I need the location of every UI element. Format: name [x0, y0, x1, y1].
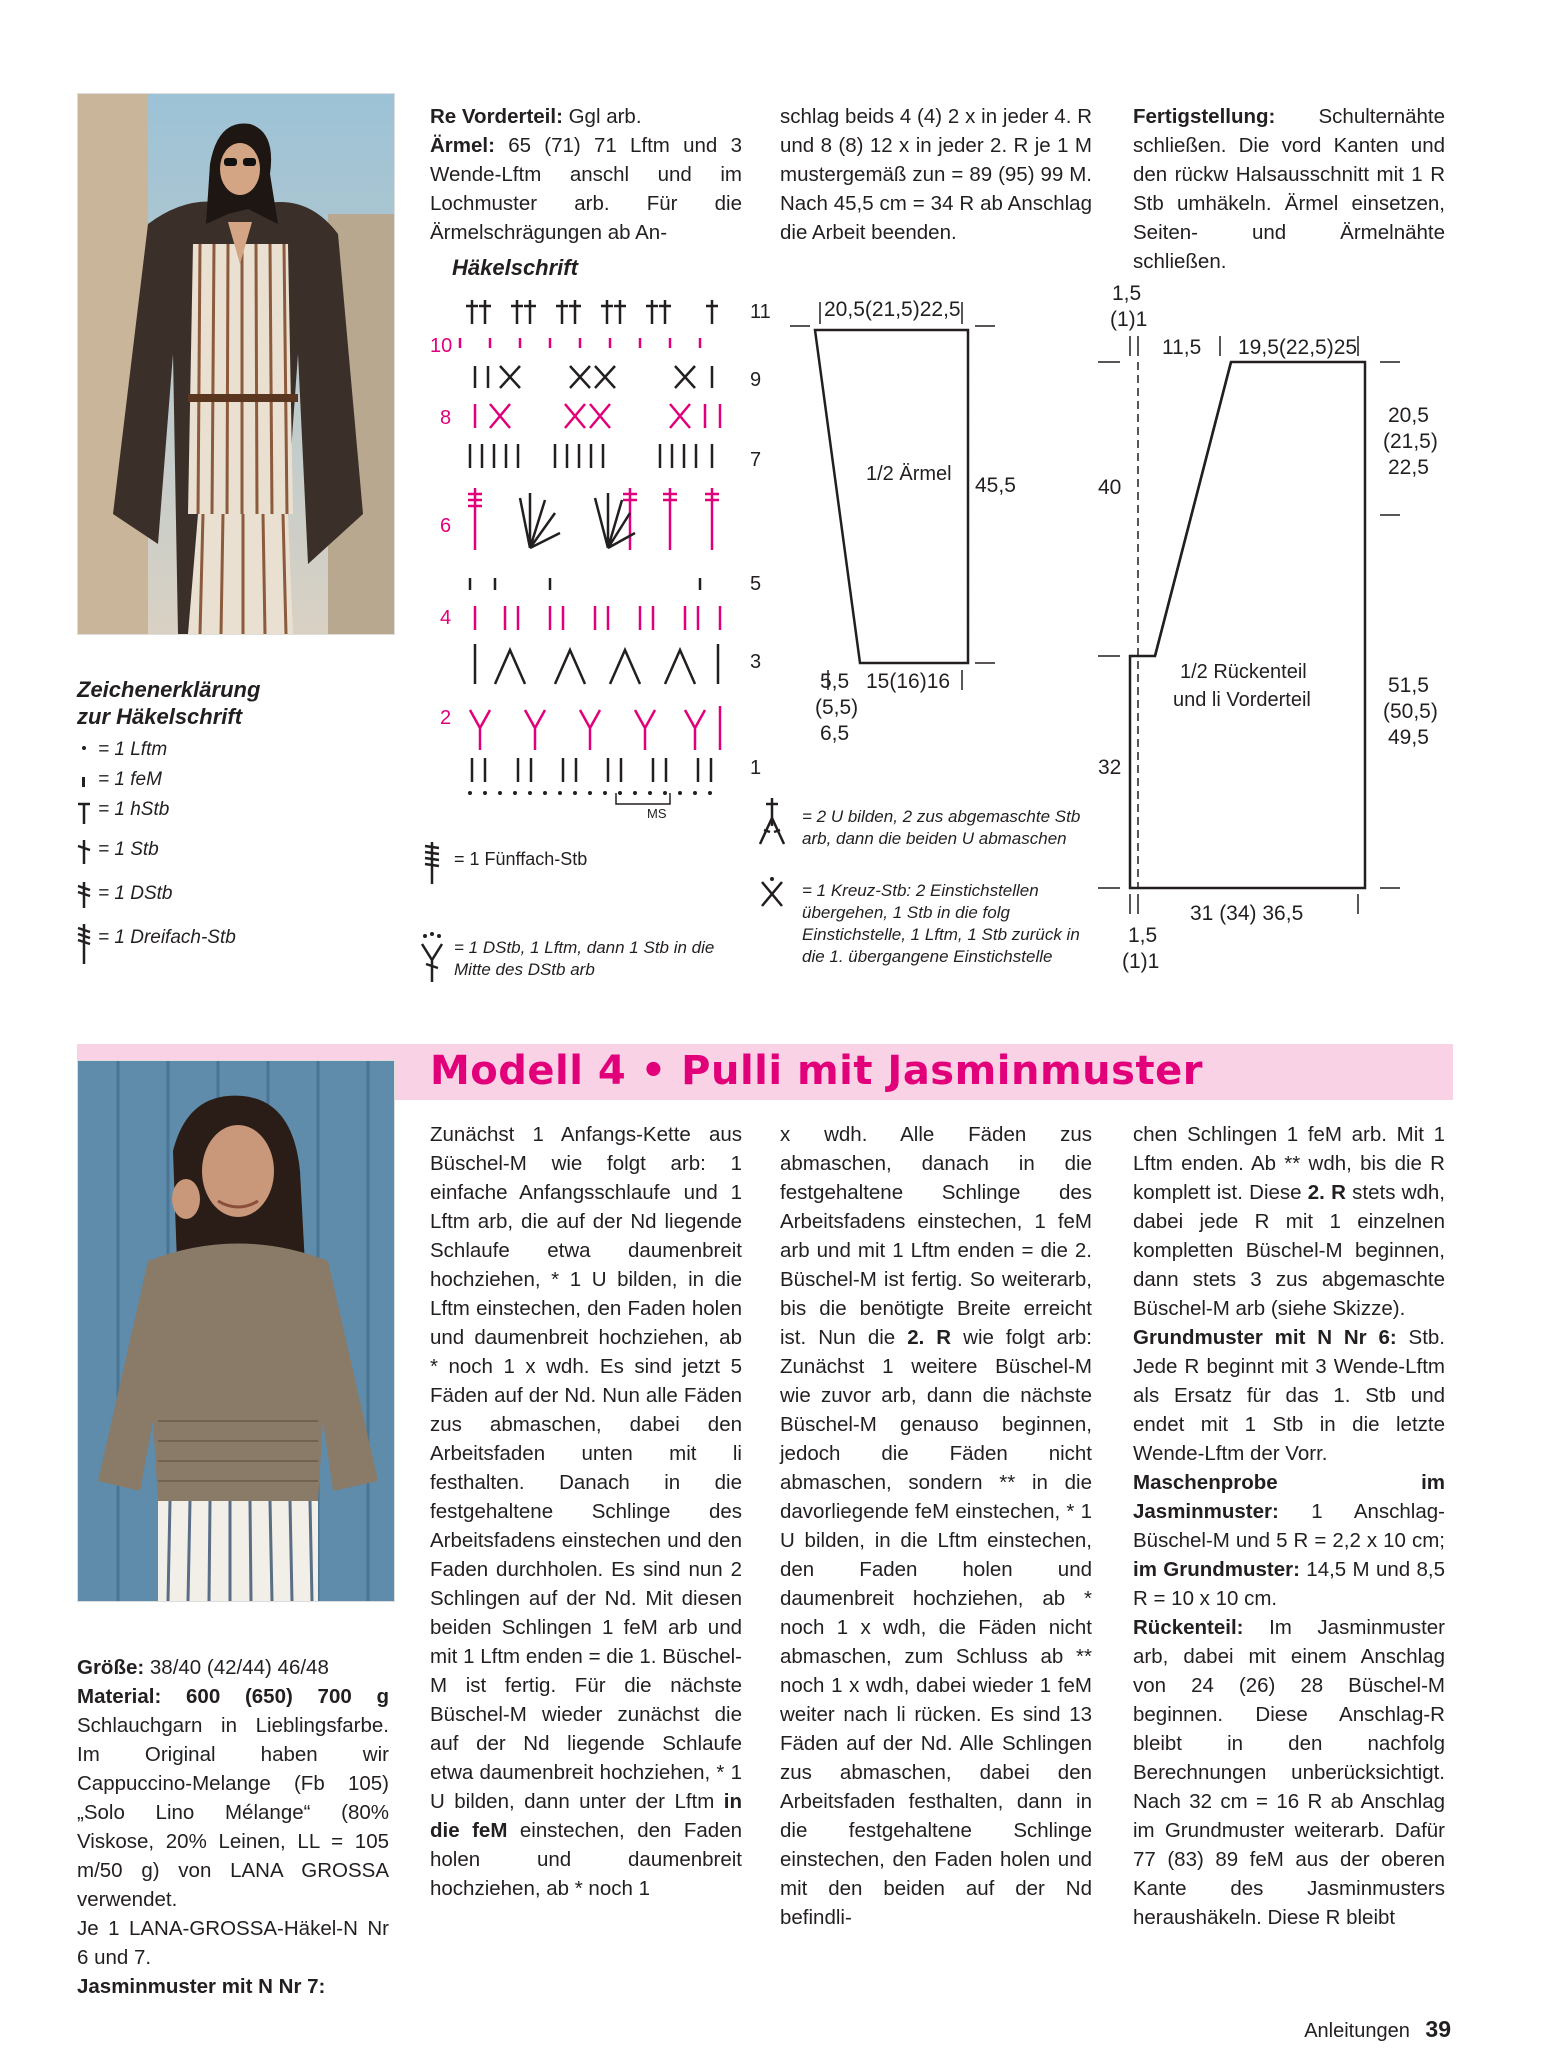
top-col-4	[1133, 102, 1445, 276]
sleeve-bottom-width: 15(16)16	[866, 670, 951, 693]
legend-item-dstb: = 1 DStb	[98, 883, 173, 904]
row-label-9: 9	[750, 369, 762, 391]
body-label-1: 1/2 Rückenteil	[1180, 661, 1307, 683]
legend-title-2: zur Häkelschrift	[77, 704, 243, 729]
body-bottom-small-2: (1)1	[1122, 950, 1160, 973]
sleeve-bottom-left-3: 6,5	[820, 722, 850, 745]
section-title: Modell 4 • Pulli mit Jasminmuster	[430, 1048, 1203, 1094]
sleeve-bottom-left-1: 5,5	[820, 670, 850, 693]
symbol-fuenffach-icon	[420, 838, 450, 988]
body-shoulder-width: 19,5(22,5)25	[1238, 336, 1358, 359]
body-side-2: (50,5)	[1383, 700, 1438, 723]
anfangskette-para: Zunächst 1 Anfangs-Kette aus Büschel-M wie folgt arb: 1 einfache Anfangsschlaufe und 1 Lftm arb, die auf der Nd liegende Schlaufe etwa daumenbreit hochziehen, * 1 U bilden, in die Lftm einstechen, den Faden holen und daumenbreit hochziehen, ab * noch 1 x wdh. Es sind jetzt 5 Fäden auf der Nd. Nun alle Fäden zus abmaschen, dabei den Arbeitsfaden unten mit li festhalten. Danach in die festgehaltene Schlinge des Arbeitsfadens einstechen und den Faden durchholen. Es sind nun 2 Schlingen auf der Nd. Mit diesen beiden Schlingen 1 feM arb und mit 1 Lftm enden = die 1. Büschel-M ist fertig. Für die nächste Büschel-M wieder zunächst die auf der Nd liegende Schlaufe etwa daumenbreit hochziehen, * 1 U bilden, dann unter der Lftm in die feM einstechen, den Faden holen und daumenbreit hochziehen, ab * noch 1	[430, 1123, 742, 1900]
material-para: Material: 600 (650) 700 g Schlauchgarn in Lieblingsfarbe. Im Original haben wir Cappuccino-Melange (Fb 105) „Solo Lino Mélange“ (80% Viskose, 20% Leinen, LL = 105 m/50 g) von LANA GROSSA verwendet.	[77, 1685, 389, 1911]
maschenprobe-para: Maschenprobe im Jasminmuster: 1 Anschlag-Büschel-M und 5 R = 2,2 x 10 cm; im Grundmuster: 14,5 M und 8,5 R = 10 x 10 cm.	[1133, 1471, 1445, 1610]
bottom-col-4	[1133, 1120, 1445, 1932]
row-label-10: 10	[430, 335, 453, 357]
legend-item-stb: = 1 Stb	[98, 839, 159, 860]
symbol-dstb-text: = 1 DStb, 1 Lftm, dann 1 Stb in die Mitte des DStb arb	[454, 938, 715, 979]
row-label-11: 11	[750, 301, 771, 323]
sleeve-top-width: 20,5(21,5)22,5	[824, 298, 961, 321]
rueckenteil-para: Rückenteil: Im Jasminmuster arb, dabei mit einem Anschlag von 24 (26) 28 Büschel-M beginnen. Diese Anschlag-R bleibt in den nachfolg Berechnungen unberücksichtigt. Nach 32 cm = 16 R ab Anschlag im Grundmuster weiterarb. Dafür 77 (83) 89 feM aus der oberen Kante des Jasminmusters heraushäkeln. Diese R bleibt	[1133, 1616, 1445, 1929]
bottom-col-1	[77, 1653, 389, 2001]
reihe-para: chen Schlingen 1 feM arb. Mit 1 Lftm enden. Ab ** wdh, bis die R komplett ist. Diese 2. R stets wdh, dabei jede R mit 1 einzelnen kompletten Büschel-M beginnen, dann stets 3 zus abgemaschte Büschel-M arb (siehe Skizze).	[1133, 1123, 1445, 1320]
row-label-2: 2	[440, 707, 452, 729]
symbol-kreuz-stb-text: = 1 Kreuz-Stb: 2 Einstichstellen übergehen, 1 Stb in die folg Einstichstelle, 1 Lftm, 1 Stb zurück in die 1. übergangene Einstichstelle	[802, 881, 1080, 966]
body-neck-width: 11,5	[1162, 336, 1202, 359]
footer-section: Anleitungen	[1304, 2020, 1410, 2042]
legend-item-lftm: = 1 Lftm	[98, 739, 168, 760]
photo-cardigan-model	[77, 93, 395, 635]
legend-item-dreifach-stb: = 1 Dreifach-Stb	[98, 927, 236, 948]
legend-items	[98, 735, 236, 953]
body-armhole-2: (21,5)	[1383, 430, 1438, 453]
crochet-chart	[430, 288, 780, 828]
legend-item-fem: = 1 feM	[98, 769, 162, 790]
body-side-1: 51,5	[1388, 674, 1429, 697]
jasminmuster-heading: Jasminmuster mit N Nr 7:	[77, 1975, 326, 1998]
chart-title: Häkelschrift	[452, 255, 578, 280]
body-label-2: und li Vorderteil	[1173, 689, 1311, 711]
row-label-4: 4	[440, 607, 452, 629]
page-number: 39	[1425, 2016, 1451, 2042]
fertigstellung-para: Fertigstellung: Schulternähte schließen. Die vord Kanten und den rückw Halsausschnitt mit 1 R Stb umhäkeln. Ärmel einsetzen, Seiten- und Ärmelnähte schließen.	[1133, 105, 1445, 273]
body-armhole-1: 20,5	[1388, 404, 1429, 427]
body-left-32: 32	[1098, 756, 1122, 779]
symbol-cluster-icon	[756, 796, 790, 946]
body-armhole-3: 22,5	[1388, 456, 1429, 479]
bottom-col-2	[430, 1120, 742, 1903]
legend-item-hstb: = 1 hStb	[98, 799, 170, 820]
row-label-6: 6	[440, 515, 452, 537]
row-label-7: 7	[750, 449, 762, 471]
sleeve-bottom-left-2: (5,5)	[815, 696, 859, 719]
row-label-8: 8	[440, 407, 452, 429]
body-top-small-1: 1,5	[1112, 282, 1142, 305]
bottom-col-3	[780, 1120, 1092, 1932]
aermel-continued-para: schlag beids 4 (4) 2 x in jeder 4. R und 8 (8) 12 x in jeder 2. R je 1 M mustergemäß zun = 89 (95) 99 M. Nach 45,5 cm = 34 R ab Anschlag die Arbeit beenden.	[780, 105, 1092, 244]
legend	[77, 676, 377, 730]
body-top-small-2: (1)1	[1110, 308, 1148, 331]
row-label-1: 1	[750, 757, 762, 779]
sleeve-label: 1/2 Ärmel	[866, 463, 952, 485]
top-col-2	[430, 102, 742, 247]
body-side-3: 49,5	[1388, 726, 1429, 749]
symbol-fuenffach-text: = 1 Fünffach-Stb	[454, 849, 588, 869]
buschel-para: x wdh. Alle Fäden zus abmaschen, danach in die festgehaltene Schlinge des Arbeitsfadens einstechen, 1 feM arb und mit 1 Lftm enden = die 2. Büschel-M ist fertig. So weiterarb, bis die benötigte Breite erreicht ist. Nun die 2. R wie folgt arb: Zunächst 1 weitere Büschel-M wie zuvor arb, dann die nächste Büschel-M genauso beginnen, jedoch die Fäden nicht abmaschen, sondern ** in die davorliegende feM einstechen, * 1 U bilden, in die Lftm einstechen, den Faden holen und daumenbreit hochziehen, ab * noch 1 x wdh, die Fäden nicht abmaschen, zum Schluss ab ** noch 1 x wdh, dabei wieder 1 feM weiter nach li rücken. Es sind 13 Fäden auf der Nd. Alle Schlingen zus abmaschen, dabei den Arbeitsfaden festhalten, dann in die festgehaltene Schlinge einstechen, den Faden holen und mit den beiden auf der Nd befindli-	[780, 1123, 1092, 1929]
top-col-3	[780, 102, 1092, 247]
row-label-5: 5	[750, 573, 762, 595]
legend-title-1: Zeichenerklärung	[77, 677, 261, 702]
grundmuster-para: Grundmuster mit N Nr 6: Stb. Jede R beginnt mit 3 Wende-Lftm als Ersatz für das 1. Stb und endet mit 1 Stb in die letzte Wende-Lftm der Vorr.	[1133, 1326, 1445, 1465]
ms-label: MS	[647, 806, 667, 821]
photo-sweater-model	[77, 1060, 395, 1602]
groesse-para: Größe: 38/40 (42/44) 46/48	[77, 1656, 329, 1679]
body-left-40: 40	[1098, 476, 1122, 499]
sleeve-height: 45,5	[975, 474, 1016, 497]
body-bottom-width: 31 (34) 36,5	[1190, 902, 1304, 925]
row-label-3: 3	[750, 651, 762, 673]
nadel-para: Je 1 LANA-GROSSA-Häkel-N Nr 6 und 7.	[77, 1917, 389, 1969]
body-schematic	[1090, 290, 1420, 930]
symbol-cluster-text: = 2 U bilden, 2 zus abgemaschte Stb arb, dann die beiden U abmaschen	[802, 807, 1081, 848]
aermel-para: Ärmel: 65 (71) 71 Lftm und 3 Wende-Lftm anschl und im Lochmuster arb. Für die Ärmelschrägungen ab An-	[430, 134, 742, 244]
re-vorderteil-para: Re Vorderteil: Ggl arb.	[430, 105, 642, 128]
page-footer	[1304, 2016, 1451, 2043]
body-bottom-small-1: 1,5	[1128, 924, 1158, 947]
